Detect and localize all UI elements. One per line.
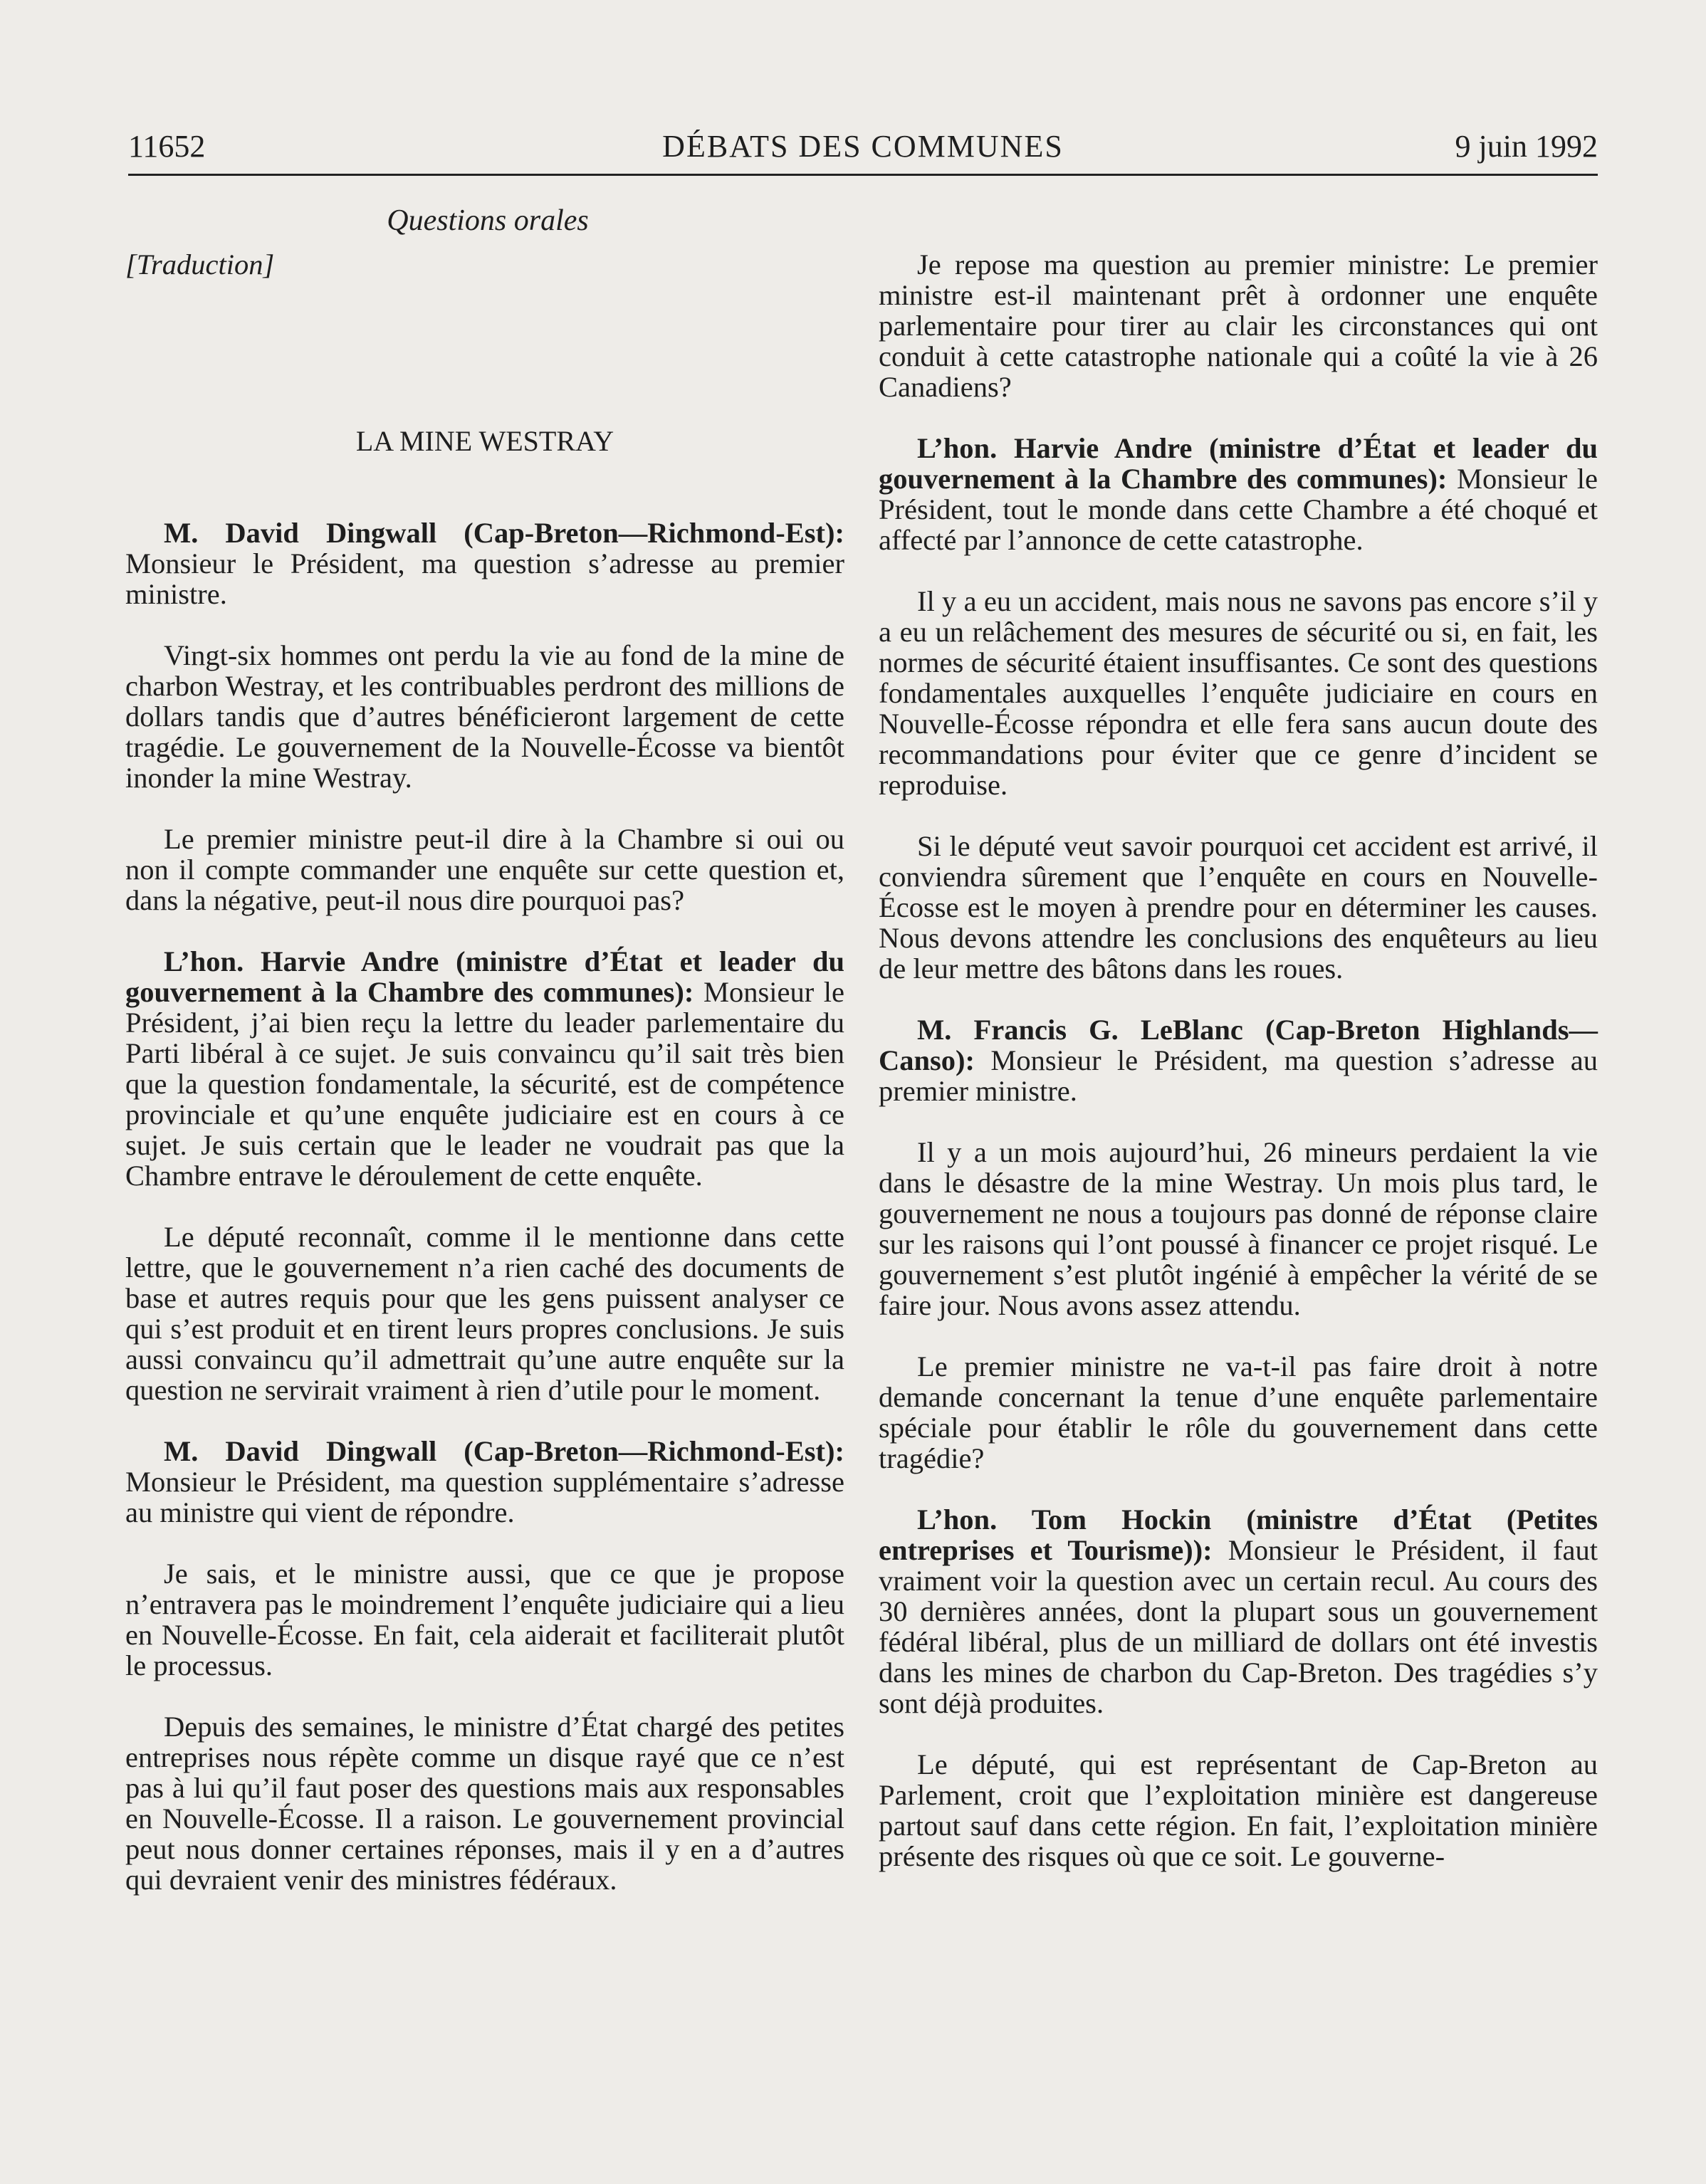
publication-date: 9 juin 1992 <box>1455 129 1598 164</box>
paragraph: Si le député veut savoir pourquoi cet accident est arrivé, il conviendra sûrement que l’enquête en cours en Nouvelle-Écosse est le moyen à prendre pour en déterminer les causes. Nous devons attendre les conclusions des enquêteurs au lieu de leur mettre des bâtons dans les roues. <box>879 830 1598 985</box>
paragraph <box>125 518 844 609</box>
speech-text: Monsieur le Président, j’ai bien reçu la lettre du leader parlementaire du Parti libéral à ce sujet. Je suis convaincu qu’il sait très bien que la question fondamentale, la sécurité, est de compétence provinciale et qu’une enquête judiciaire est en cours à ce sujet. Je suis certain que le leader ne voudrait pas que la Chambre entrave le déroulement de cette enquête. <box>125 976 844 1192</box>
speaker-name: L’hon. Harvie Andre (ministre d’État et leader du gouvernement à la Chambre des communes): <box>125 945 844 1008</box>
paragraph: Le député, qui est représentant de Cap-Breton au Parlement, croit que l’exploitation minière est dangereuse partout sauf dans cette région. En fait, l’exploitation minière présente des risques où que ce soit. Le gouverne- <box>879 1748 1598 1872</box>
paragraph <box>879 1014 1598 1106</box>
paragraph <box>125 946 844 1191</box>
section-title: Questions orales <box>387 204 589 237</box>
speech-text: Monsieur le Président, tout le monde dans cette Chambre a été choqué et affecté par l’annonce de cette catastrophe. <box>879 463 1598 556</box>
right-column <box>879 249 1598 1902</box>
paragraph: Il y a eu un accident, mais nous ne savons pas encore s’il y a eu un relâchement des mesures de sécurité ou si, en fait, les normes de sécurité étaient insuffisantes. Ce sont des questions fondamentales auxquelles l’enquête judiciaire en cours en Nouvelle-Écosse répondra et elle fera sans aucun doute des recommandations pour éviter que ce genre d’incident se reproduise. <box>879 585 1598 801</box>
speech-text: Monsieur le Président, ma question s’adresse au premier ministre. <box>125 547 844 610</box>
speech-text: Monsieur le Président, ma question s’adresse au premier ministre. <box>879 1044 1598 1107</box>
paragraph <box>125 1436 844 1528</box>
speaker-name: M. David Dingwall (Cap-Breton—Richmond-Est): <box>164 517 844 549</box>
paragraph: Je repose ma question au premier ministre: Le premier ministre est-il maintenant prêt à ordonner une enquête parlementaire pour tirer au clair les circonstances qui ont conduit à cette catastrophe nationale qui a coûté la vie à 26 Canadiens? <box>879 248 1598 403</box>
paragraph <box>879 433 1598 555</box>
paragraph: Vingt-six hommes ont perdu la vie au fond de la mine de charbon Westray, et les contribuables perdront des millions de dollars tandis que d’autres bénéficieront largement de cette tragédie. Le gouvernement de la Nouvelle-Écosse va bientôt inonder la mine Westray. <box>125 639 844 794</box>
left-column <box>125 249 844 1926</box>
speech-text: Monsieur le Président, ma question supplémentaire s’adresse au ministre qui vient de répondre. <box>125 1466 844 1528</box>
paragraph: Il y a un mois aujourd’hui, 26 mineurs perdaient la vie dans le désastre de la mine Westray. Un mois plus tard, le gouvernement ne nous a toujours pas donné de réponse claire sur les raisons qui l’ont poussé à financer ce projet risqué. Le gouvernement s’est plutôt ingénié à empêcher la vérité de se faire jour. Nous avons assez attendu. <box>879 1136 1598 1321</box>
page-header <box>128 125 1598 176</box>
speaker-name: M. David Dingwall (Cap-Breton—Richmond-Est): <box>164 1435 844 1467</box>
paragraph: Le député reconnaît, comme il le mentionne dans cette lettre, que le gouvernement n’a rien caché des documents de base et autres requis pour que les gens puissent analyser ce qui s’est produit et en tirent leurs propres conclusions. Je suis aussi convaincu qu’il admettrait qu’une autre enquête sur la question ne servirait vraiment à rien d’utile pour le moment. <box>125 1221 844 1406</box>
speaker-name: L’hon. Harvie Andre (ministre d’État et leader du gouvernement à la Chambre des communes): <box>879 432 1598 495</box>
paragraph: Le premier ministre peut-il dire à la Chambre si oui ou non il compte commander une enquête sur cette question et, dans la négative, peut-il nous dire pourquoi pas? <box>125 823 844 916</box>
speaker-name: L’hon. Tom Hockin (ministre d’État (Petites entreprises et Tourisme)): <box>879 1503 1598 1566</box>
paragraph: Le premier ministre ne va-t-il pas faire droit à notre demande concernant la tenue d’une enquête parlementaire spéciale pour établir le rôle du gouvernement dans cette tragédie? <box>879 1350 1598 1474</box>
publication-title: DÉBATS DES COMMUNES <box>662 129 1064 164</box>
paragraph: Depuis des semaines, le ministre d’État chargé des petites entreprises nous répète comme un disque rayé que ce n’est pas à lui qu’il faut poser des questions mais aux responsables en Nouvelle-Écosse. Il a raison. Le gouvernement provincial peut nous donner certaines réponses, mais il y en a d’autres qui devraient venir des ministres fédéraux. <box>125 1711 844 1896</box>
paragraph: Je sais, et le ministre aussi, que ce que je propose n’entravera pas le moindrement l’enquête judiciaire qui a lieu en Nouvelle-Écosse. En fait, cela aiderait et faciliterait plutôt le processus. <box>125 1558 844 1681</box>
article-heading: LA MINE WESTRAY <box>355 425 614 457</box>
page-number: 11652 <box>128 129 206 164</box>
speaker-name: M. Francis G. LeBlanc (Cap-Breton Highlands—Canso): <box>879 1014 1598 1076</box>
speech-text: Monsieur le Président, il faut vraiment voir la question avec un certain recul. Au cours des 30 dernières années, dont la plupart sous un gouvernement fédéral libéral, plus de un milliard de dollars ont été investis dans les mines de charbon du Cap-Breton. Des tragédies s’y sont déjà produites. <box>879 1534 1598 1719</box>
paragraph <box>879 1504 1598 1718</box>
translation-tag: [Traduction] <box>125 248 275 280</box>
